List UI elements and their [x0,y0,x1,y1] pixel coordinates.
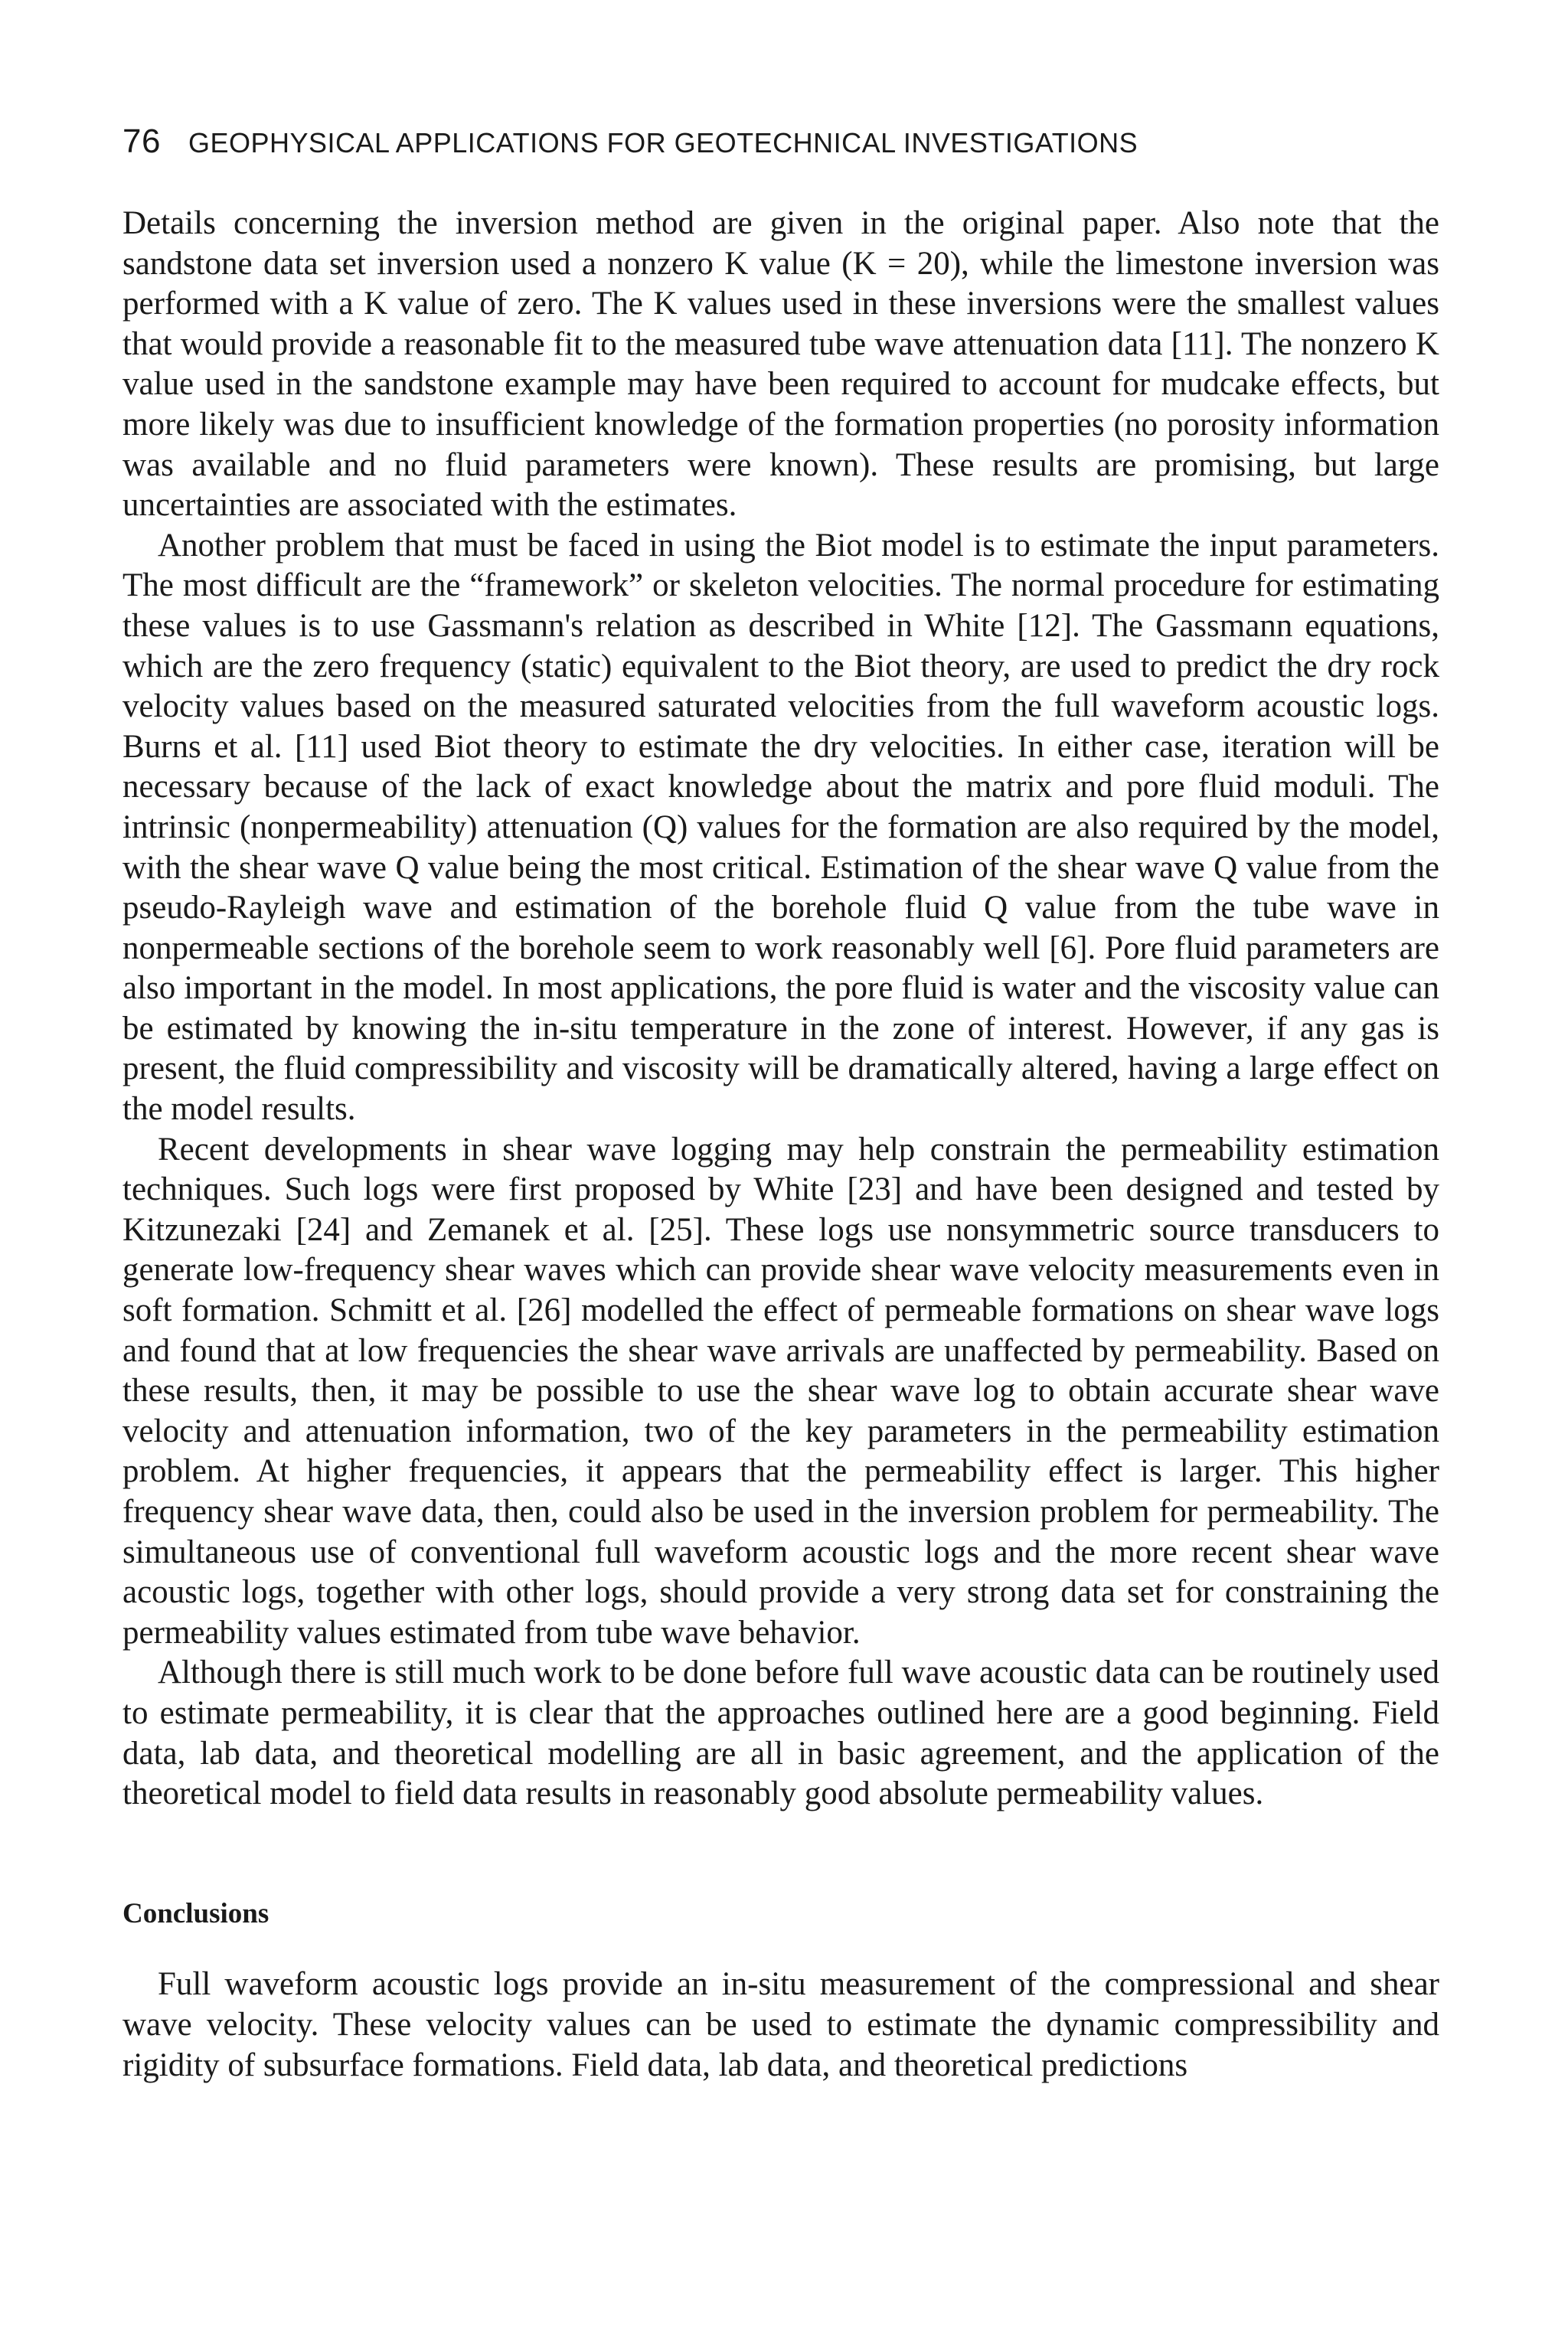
running-title: GEOPHYSICAL APPLICATIONS FOR GEOTECHNICAL INVESTIGATIONS [188,127,1138,158]
paragraph-shear-wave-logging: Recent developments in shear wave logging may help constrain the permeability estimation techniques. Such logs were first proposed by White [23] and have been designed and tested by Kitzunezaki [24] and Zemanek et al. [25]. These logs use nonsymmetric source transducers to generate low-frequency shear waves which can provide shear wave velocity measurements even in soft formation. Schmitt et al. [26] modelled the effect of permeable formations on shear wave logs and found that at low frequencies the shear wave arrivals are unaffected by permeability. Based on these results, then, it may be possible to use the shear wave log to obtain accurate shear wave velocity and attenuation information, two of the key parameters in the permeability estimation problem. At higher frequencies, it appears that the permeability effect is larger. This higher frequency shear wave data, then, could also be used in the inversion problem for permeability. The simultaneous use of conventional full waveform acoustic logs and the more recent shear wave acoustic logs, together with other logs, should provide a very strong data set for constraining the permeability values estimated from tube wave behavior. [122,1131,1439,1651]
paragraph-conclusions: Full waveform acoustic logs provide an in-situ measurement of the compressional and shear wave velocity. These velocity values can be used to estimate the dynamic compressibility and rigidity of subsurface formations. Field data, lab data, and theoretical predictions [122,1966,1439,2083]
paragraph-biot-input-parameters: Another problem that must be faced in using the Biot model is to estimate the input parameters. The most difficult are the “framework” or skeleton velocities. The normal procedure for estimating these values is to use Gassmann's relation as described in White [12]. The Gassmann equations, which are the zero frequency (static) equivalent to the Biot theory, are used to predict the dry rock velocity values based on the measured saturated velocities from the full waveform acoustic logs. Burns et al. [11] used Biot theory to estimate the dry velocities. In either case, iteration will be necessary because of the lack of exact knowledge about the matrix and pore fluid moduli. The intrinsic (nonpermeability) attenuation (Q) values for the formation are also required by the model, with the shear wave Q value being the most critical. Estimation of the shear wave Q value from the pseudo-Rayleigh wave and estimation of the borehole fluid Q value from the tube wave in nonpermeable sections of the borehole seem to work reasonably well [6]. Pore fluid parameters are also important in the model. In most applications, the pore fluid is water and the viscosity value can be estimated by knowing the in-situ temperature in the zone of interest. However, if any gas is present, the fluid compressibility and viscosity will be dramatically altered, having a large effect on the model results. [122,527,1439,1128]
page [122,122,1439,2086]
page-number: 76 [122,122,161,160]
paragraph-summary: Although there is still much work to be done before full wave acoustic data can be routinely used to estimate permeability, it is clear that the approaches outlined here are a good beginning. Field data, lab data, and theoretical modelling are all in basic agreement, and the application of the theoretical model to field data results in reasonably good absolute permeability values. [122,1655,1439,1812]
conclusions-heading: Conclusions [122,1897,270,1929]
paragraph-inversion-details: Details concerning the inversion method are given in the original paper. Also note that the sandstone data set inversion used a nonzero K value (K = 20), while the limestone inversion was performed with a K value of zero. The K values used in these inversions were the smallest values that would provide a reasonable fit to the measured tube wave attenuation data [11]. The nonzero K value used in the sandstone example may have been required to account for mudcake effects, but more likely was due to insufficient knowledge of the formation properties (no porosity information was available and no fluid parameters were known). These results are promising, but large uncertainties are associated with the estimates. [122,205,1439,524]
body-text [122,204,1439,2086]
running-head [122,122,1439,161]
